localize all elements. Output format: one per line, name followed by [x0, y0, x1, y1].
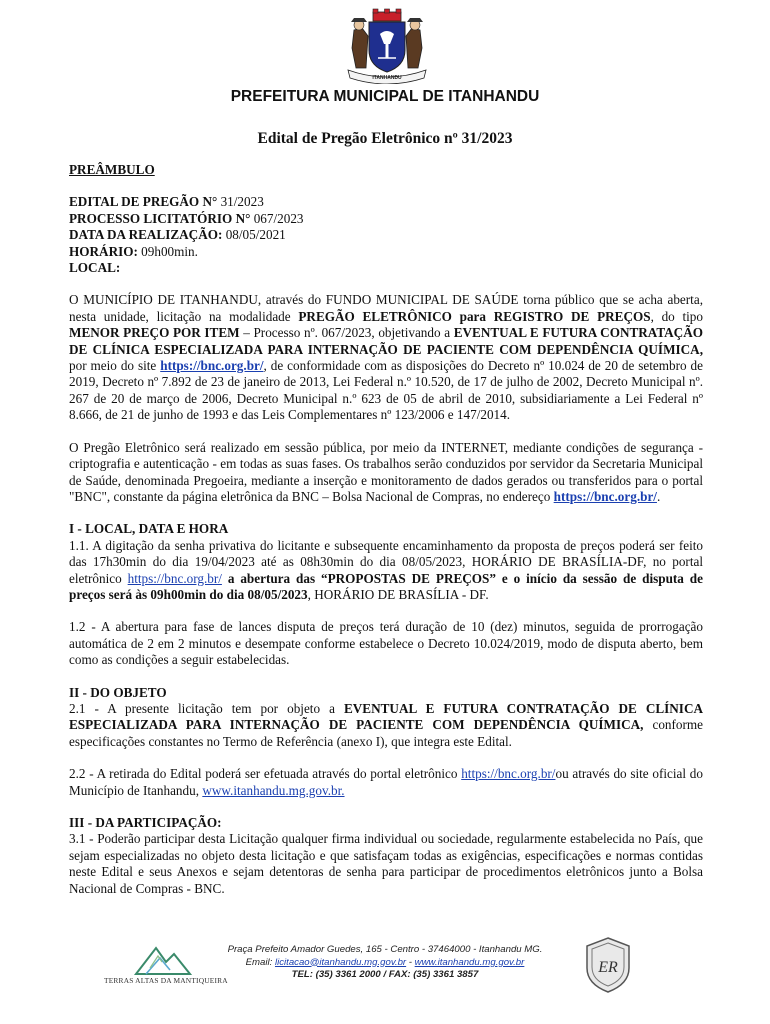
horario-value: 09h00min. [137, 243, 198, 259]
pregao-text-2: . [656, 488, 661, 504]
intro-bold-2: MENOR PREÇO POR ITEM [69, 325, 240, 341]
p21-text-1: 2.1 - A presente licitação tem por objeto a [69, 700, 344, 716]
terras-altas-logo-text: TERRAS ALTAS DA MANTIQUEIRA [104, 976, 228, 985]
intro-text-3: – Processo nº. 067/2023, objetivando a [239, 325, 454, 341]
data-label: DATA DA REALIZAÇÃO: [69, 227, 223, 243]
horario-line [69, 244, 703, 260]
paragraph-3-1: 3.1 - Poderão participar desta Licitação qualquer firma individual ou sociedade, regularmente estabelecida no País, que sejam especializadas no objeto desta licitação e que satisfaçam todas as exigências, especificações e normas contidas neste Edital e seus Anexos e sejam detentoras de senha para participar de procedimentos eletrônicos junto a Bolsa Nacional de Compras - BNC. [69, 831, 703, 896]
horario-label: HORÁRIO: [69, 243, 138, 259]
data-line [69, 227, 703, 243]
processo-label: PROCESSO LICITATÓRIO N° [69, 210, 251, 226]
bnc-link-2[interactable]: https://bnc.org.br/ [553, 488, 657, 504]
p22-text-1: 2.2 - A retirada do Edital poderá ser efetuada através do portal eletrônico [69, 766, 462, 782]
pregao-text-1: O Pregão Eletrônico será realizado em sessão pública, por meio da INTERNET, mediante condições de segurança - criptografia e autenticação - em todas as suas fases. Os trabalhos serão conduzidos por servidor da Secretaria Municipal de Saúde, denominada Pregoeira, mediante a inserção e monitoramento de dados gerados ou transferidos para o portal "BNC", constante da página eletrônica da BNC – Bolsa Nacional de Compras, no endereço [69, 439, 703, 504]
processo-value: 067/2023 [250, 210, 304, 226]
paragraph-2-2 [69, 766, 703, 799]
section-2-heading: II - DO OBJETO [69, 684, 167, 700]
edital-line [69, 194, 703, 210]
intro-bold-1: PREGÃO ELETRÔNICO para REGISTRO DE PREÇOS [298, 308, 651, 324]
p11-text-2: , HORÁRIO DE BRASÍLIA - DF. [307, 586, 489, 602]
crest-ribbon-text: ITANHANDU [372, 75, 402, 81]
footer-email-link[interactable]: licitacao@itanhandu.mg.gov.br [274, 956, 407, 968]
page-footer [0, 944, 770, 982]
org-title: PREFEITURA MUNICIPAL DE ITANHANDU [230, 88, 540, 105]
doc-title: Edital de Pregão Eletrônico nº 31/2023 [257, 130, 513, 147]
p21-bold: EVENTUAL E FUTURA CONTRATAÇÃO DE CLÍNICA ESPECIALIZADA PARA INTERNAÇÃO DE PACIENTE COM DEPENDÊNCIA QUÍMICA, [69, 700, 703, 733]
processo-line [69, 211, 703, 227]
edital-label: EDITAL DE PREGÃO N° [69, 194, 218, 210]
footer-contact [0, 957, 770, 970]
intro-text-5: , de conformidade com as disposições do Decreto nº 10.024 de 20 de setembro de 2019, Decreto nº 7.892 de 23 de janeiro de 2013, Lei Federal n.º 10.520, de 17 de julho de 2002, Decreto Municipal nº. 267 de 20 de março de 2006, Decreto Municipal n.º 623 de 05 de abril de 2010, subsidiariamente a Lei Federal nº 8.666, de 21 de junho de 1993 e das Leis Complementares nº 123/2006 e 147/2014. [69, 358, 703, 423]
paragraph-2-1 [69, 701, 703, 750]
municipal-crest-logo [340, 8, 434, 84]
p21-text-2: conforme especificações constantes no Termo de Referência (anexo I), que integra este Edital. [69, 717, 704, 749]
intro-text-2: , do tipo [650, 308, 703, 324]
data-value: 08/05/2021 [222, 227, 286, 243]
document-body [69, 162, 703, 897]
edital-value: 31/2023 [217, 194, 264, 210]
intro-text-1: O MUNICÍPIO DE ITANHANDU, através do FUNDO MUNICIPAL DE SAÚDE torna público que se acha aberta, nesta unidade, licitação na modalidade [69, 292, 703, 324]
p22-text-2: ou através do site oficial do Município de Itanhandu, [69, 766, 703, 798]
section-3-heading: III - DA PARTICIPAÇÃO: [69, 815, 222, 830]
footer-site-link[interactable]: www.itanhandu.mg.gov.br [414, 956, 525, 968]
bnc-link[interactable]: https://bnc.org.br/ [160, 358, 264, 374]
bnc-link-3[interactable]: https://bnc.org.br/ [127, 570, 222, 586]
footer-separator: - [406, 956, 415, 968]
preambulo-heading: PREÂMBULO [69, 162, 155, 177]
er-seal-logo [583, 936, 633, 994]
local-label: LOCAL: [69, 260, 121, 276]
footer-email-label: Email: [245, 956, 275, 968]
intro-text-4: por meio do site [69, 358, 161, 374]
paragraph-1-2: 1.2 - A abertura para fase de lances disputa de preços terá duração de 10 (dez) minutos, seguida de prorrogação automática de 2 em 2 minutos e desempate conforme estabelece o Decreto 10.024/2019, modo de disputa aberto, bem como as condições a seguir estabelecidas. [69, 619, 703, 668]
paragraph-1-1 [69, 538, 703, 604]
itanhandu-site-link[interactable]: www.itanhandu.mg.gov.br. [202, 782, 345, 798]
intro-paragraph [69, 292, 703, 423]
footer-phones: TEL: (35) 3361 2000 / FAX: (35) 3361 3857 [291, 969, 479, 980]
er-seal-text: ER [598, 959, 618, 976]
pregao-paragraph [69, 440, 703, 506]
footer-address: Praça Prefeito Amador Guedes, 165 - Centro - 37464000 - Itanhandu MG. [227, 944, 543, 955]
p11-bold: a abertura das “PROPOSTAS DE PREÇOS” e o início da sessão de disputa de preços será às 09h00min do dia 08/05/2023 [69, 570, 703, 602]
intro-bold-3: EVENTUAL E FUTURA CONTRATAÇÃO DE CLÍNICA ESPECIALIZADA PARA INTERNAÇÃO DE PACIENTE COM DEPENDÊNCIA QUÍMICA, [69, 325, 703, 357]
section-1-heading: I - LOCAL, DATA E HORA [69, 521, 229, 537]
p11-text-1: 1.1. A digitação da senha privativa do licitante e subsequente encaminhamento da proposta de preços poderá ser feito das 17h30min do dia 19/04/2023 até as 08h30min do dia 08/05/2023, HORÁRIO DE BRASÍLIA-DF, no portal eletrônico [69, 537, 703, 586]
bnc-link-4[interactable]: https://bnc.org.br/ [461, 766, 556, 782]
